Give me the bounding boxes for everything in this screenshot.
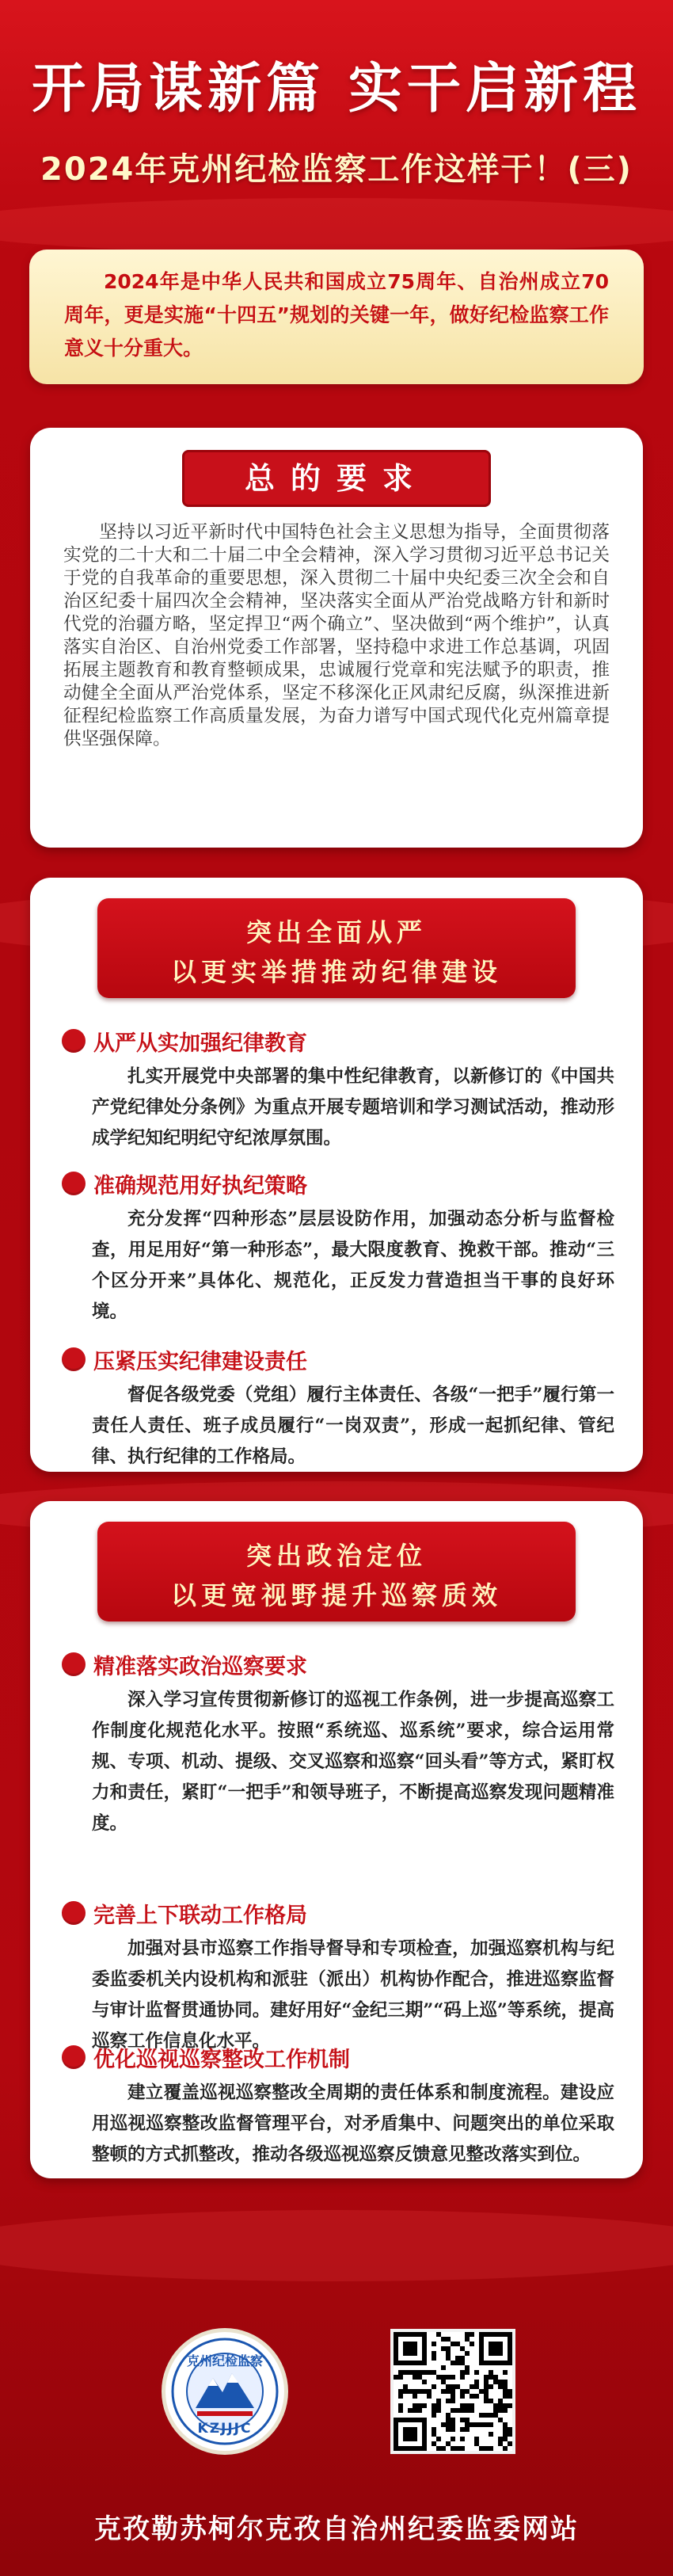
decor-ribbon (0, 2210, 673, 2281)
section-title: 优化巡视巡察整改工作机制 (93, 2047, 350, 2072)
inspection-card (30, 1501, 643, 2178)
bullet-dot-icon (62, 1901, 86, 1925)
section-title: 精准落实政治巡察要求 (93, 1654, 307, 1679)
section-text: 扎实开展党中央部署的集中性纪律教育，以新修订的《中国共产党纪律处分条例》为重点开展专题培训和学习测试活动，推动形成学纪知纪明纪守纪浓厚氛围。 (92, 1066, 614, 1149)
discipline-banner (97, 898, 576, 998)
section-heading (62, 1648, 307, 1680)
banner-line-2: 以更宽视野提升巡察质效 (170, 1580, 502, 1610)
inspection-banner (97, 1522, 576, 1621)
intro-box (29, 250, 644, 384)
qr-code (390, 2329, 515, 2454)
section-text: 充分发挥“四种形态”层层设防作用，加强动态分析与监督检查，用足用好“第一种形态”，最大限度教育、挽救干部。推动“三个区分开来”具体化、规范化，正反发力营造担当干事的良好环境。 (92, 1209, 614, 1322)
section-text: 督促各级党委（党组）履行主体责任、各级“一把手”履行第一责任人责任、班子成员履行“一岗双责”，形成一起抓纪律、管纪律、执行纪律的工作格局。 (92, 1385, 614, 1467)
bullet-dot-icon (62, 1652, 86, 1676)
section-heading (62, 1168, 307, 1199)
logo-text: 克州纪检监察 (186, 2353, 263, 2368)
banner-line-2: 以更实举措推动纪律建设 (170, 957, 502, 987)
qr-code-icon (394, 2332, 512, 2451)
section-title: 准确规范用好执纪策略 (93, 1173, 307, 1198)
intro-text: 2024年是中华人民共和国成立75周年、自治州成立70周年，更是实施“十四五”规划的关键一年，做好纪检监察工作意义十分重大。 (64, 270, 609, 360)
site-name: 克孜勒苏柯尔克孜自治州纪委监委网站 (94, 2513, 579, 2545)
decor-ribbon (0, 198, 673, 253)
section-heading (62, 1025, 307, 1057)
section-text: 深入学习宣传贯彻新修订的巡视工作条例，进一步提高巡察工作制度化规范化水平。按照“系统巡、巡系统”要求，综合运用常规、专项、机动、提级、交叉巡察和巡察“回头看”等方式，紧盯权力和责任，紧盯“一把手”和领导班子，不断提高巡察发现问题精准度。 (92, 1690, 614, 1834)
summary-text: 坚持以习近平新时代中国特色社会主义思想为指导，全面贯彻落实党的二十大和二十届二中全会精神，深入学习贯彻习近平总书记关于党的自我革命的重要思想，深入贯彻二十届中央纪委三次全会和自治区纪委十届四次全会精神，坚决落实全面从严治党战略方针和新时代党的治疆方略，坚定捍卫“两个确立”、坚决做到“两个维护”，认真落实自治区、自治州党委工作部署，坚持稳中求进工作总基调，巩固拓展主题教育和教育整顿成果，忠诚履行党章和宪法赋予的职责，推动健全全面从严治党体系，坚定不移深化正风肃纪反腐，纵深推进新征程纪检监察工作高质量发展，为奋力谱写中国式现代化克州篇章提供坚强保障。 (63, 522, 610, 749)
banner-line-1: 突出全面从严 (245, 917, 427, 947)
bullet-dot-icon (62, 2045, 86, 2069)
page-title: 开局谋新篇 实干启新程 (32, 57, 641, 120)
section-heading (62, 1343, 307, 1375)
section-text: 加强对县市巡察工作指导督导和专项检查，加强巡察机构与纪委监委机关内设机构和派驻（派出）机构协作配合，推进巡察监督与审计监督贯通协同。建好用好“金纪三期”“码上巡”等系统，提高巡察工作信息化水平。 (92, 1938, 614, 2052)
logo (162, 2328, 288, 2455)
bullet-dot-icon (62, 1347, 86, 1371)
section-text: 建立覆盖巡视巡察整改全周期的责任体系和制度流程。建设应用巡视巡察整改监督管理平台，对矛盾集中、问题突出的单位采取整顿的方式抓整改，推动各级巡视巡察反馈意见整改落实到位。 (92, 2083, 614, 2165)
page-subtitle: 2024年克州纪检监察工作这样干！(三) (40, 151, 633, 188)
bullet-dot-icon (62, 1029, 86, 1053)
section-heading (62, 2041, 350, 2073)
section-title: 完善上下联动工作格局 (93, 1903, 307, 1928)
banner-line-1: 突出政治定位 (245, 1541, 427, 1571)
bullet-dot-icon (62, 1172, 86, 1195)
section-title: 压紧压实纪律建设责任 (93, 1349, 307, 1374)
discipline-card (30, 878, 643, 1472)
logo-code: KZJJJC (197, 2421, 253, 2437)
summary-title: 总的要求 (182, 450, 491, 507)
summary-card (30, 428, 643, 848)
section-heading (62, 1897, 307, 1929)
section-title: 从严从实加强纪律教育 (93, 1031, 307, 1056)
